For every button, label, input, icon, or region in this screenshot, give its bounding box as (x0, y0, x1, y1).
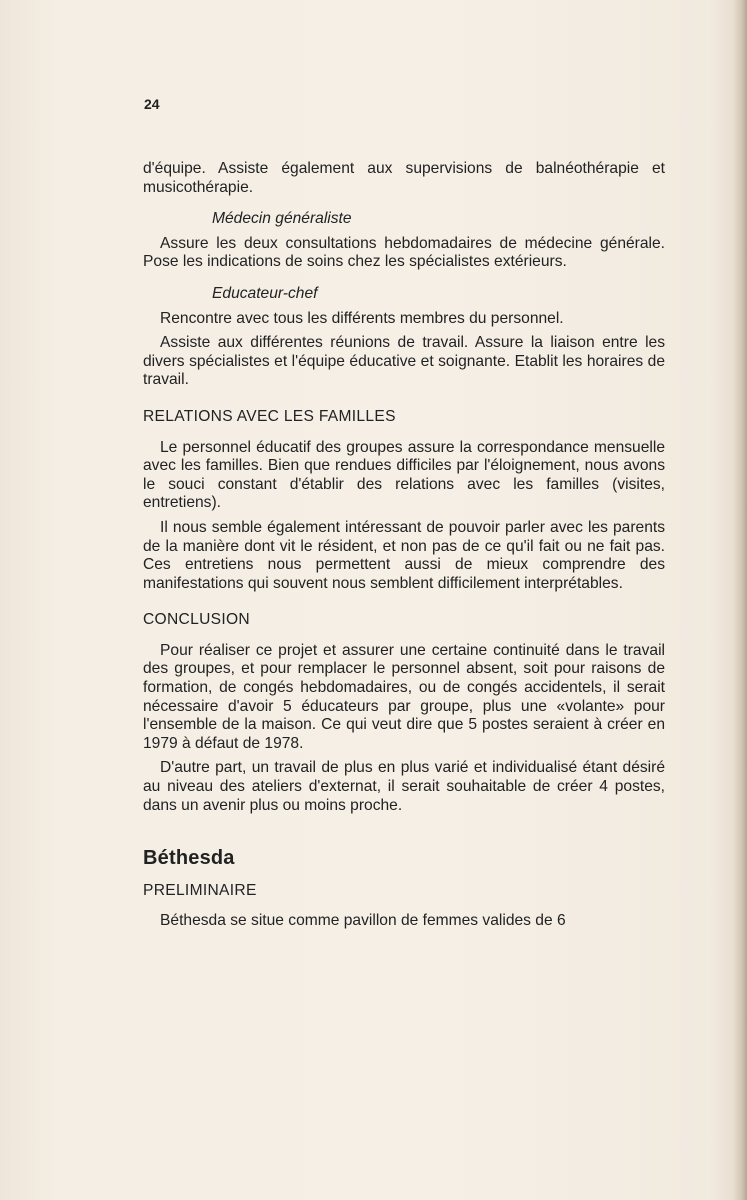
paragraph-educateur-1: Rencontre avec tous les différents membres du personnel. (160, 309, 564, 327)
paragraph-relations-2: Il nous semble également intéressant de pouvoir parler avec les parents de la manière dont vit le résident, et non pas de ce qu'il fait ou ne fait pas. Ces entretiens nous permettent aussi de mieux comprendre des manifestations qui souvent nous semblent difficilement interprétables. (143, 518, 665, 592)
heading-medecin-generaliste: Médecin généraliste (212, 210, 352, 228)
heading-conclusion: CONCLUSION (143, 611, 250, 629)
page-edge-shadow (733, 0, 747, 1200)
paragraph-medecin: Assure les deux consultations hebdomadaires de médecine générale. Pose les indications de soins chez les spécialistes extérieurs. (143, 234, 665, 271)
paragraph-relations-1: Le personnel éducatif des groupes assure la correspondance mensuelle avec les familles. Bien que rendues difficiles par l'éloignement, nous avons le souci constant d'établir des relations avec les familles (visites, entretiens). (143, 438, 665, 512)
paragraph-educateur-2: Assiste aux différentes réunions de travail. Assure la liaison entre les divers spécialistes et l'équipe éducative et soignante. Etablit les horaires de travail. (143, 334, 665, 389)
paragraph-conclusion-2: D'autre part, un travail de plus en plus varié et individualisé étant désiré au niveau des ateliers d'externat, il serait souhaitable de créer 4 postes, dans un avenir plus ou moins proche. (143, 759, 665, 814)
paragraph-continuation: d'équipe. Assiste également aux supervisions de balnéothérapie et musicothérapie. (143, 160, 665, 196)
heading-educateur-chef: Educateur-chef (212, 284, 318, 302)
heading-relations-familles: RELATIONS AVEC LES FAMILLES (143, 407, 396, 425)
paragraph-bethesda: Béthesda se situe comme pavillon de femmes valides de 6 (160, 912, 566, 930)
page-content (143, 160, 665, 931)
page-number: 24 (144, 96, 160, 112)
heading-preliminaire: PRELIMINAIRE (143, 881, 257, 899)
paragraph-conclusion-1: Pour réaliser ce projet et assurer une certaine continuité dans le travail des groupes, et pour remplacer le personnel absent, soit pour raisons de formation, de congés hebdomadaires, ou de congés accidentels, il serait nécessaire d'avoir 5 éducateurs par groupe, plus une «volante» pour l'ensemble de la maison. Ce qui veut dire que 5 postes seraient à créer en 1979 à défaut de 1978. (143, 641, 665, 752)
heading-bethesda: Béthesda (143, 847, 235, 870)
